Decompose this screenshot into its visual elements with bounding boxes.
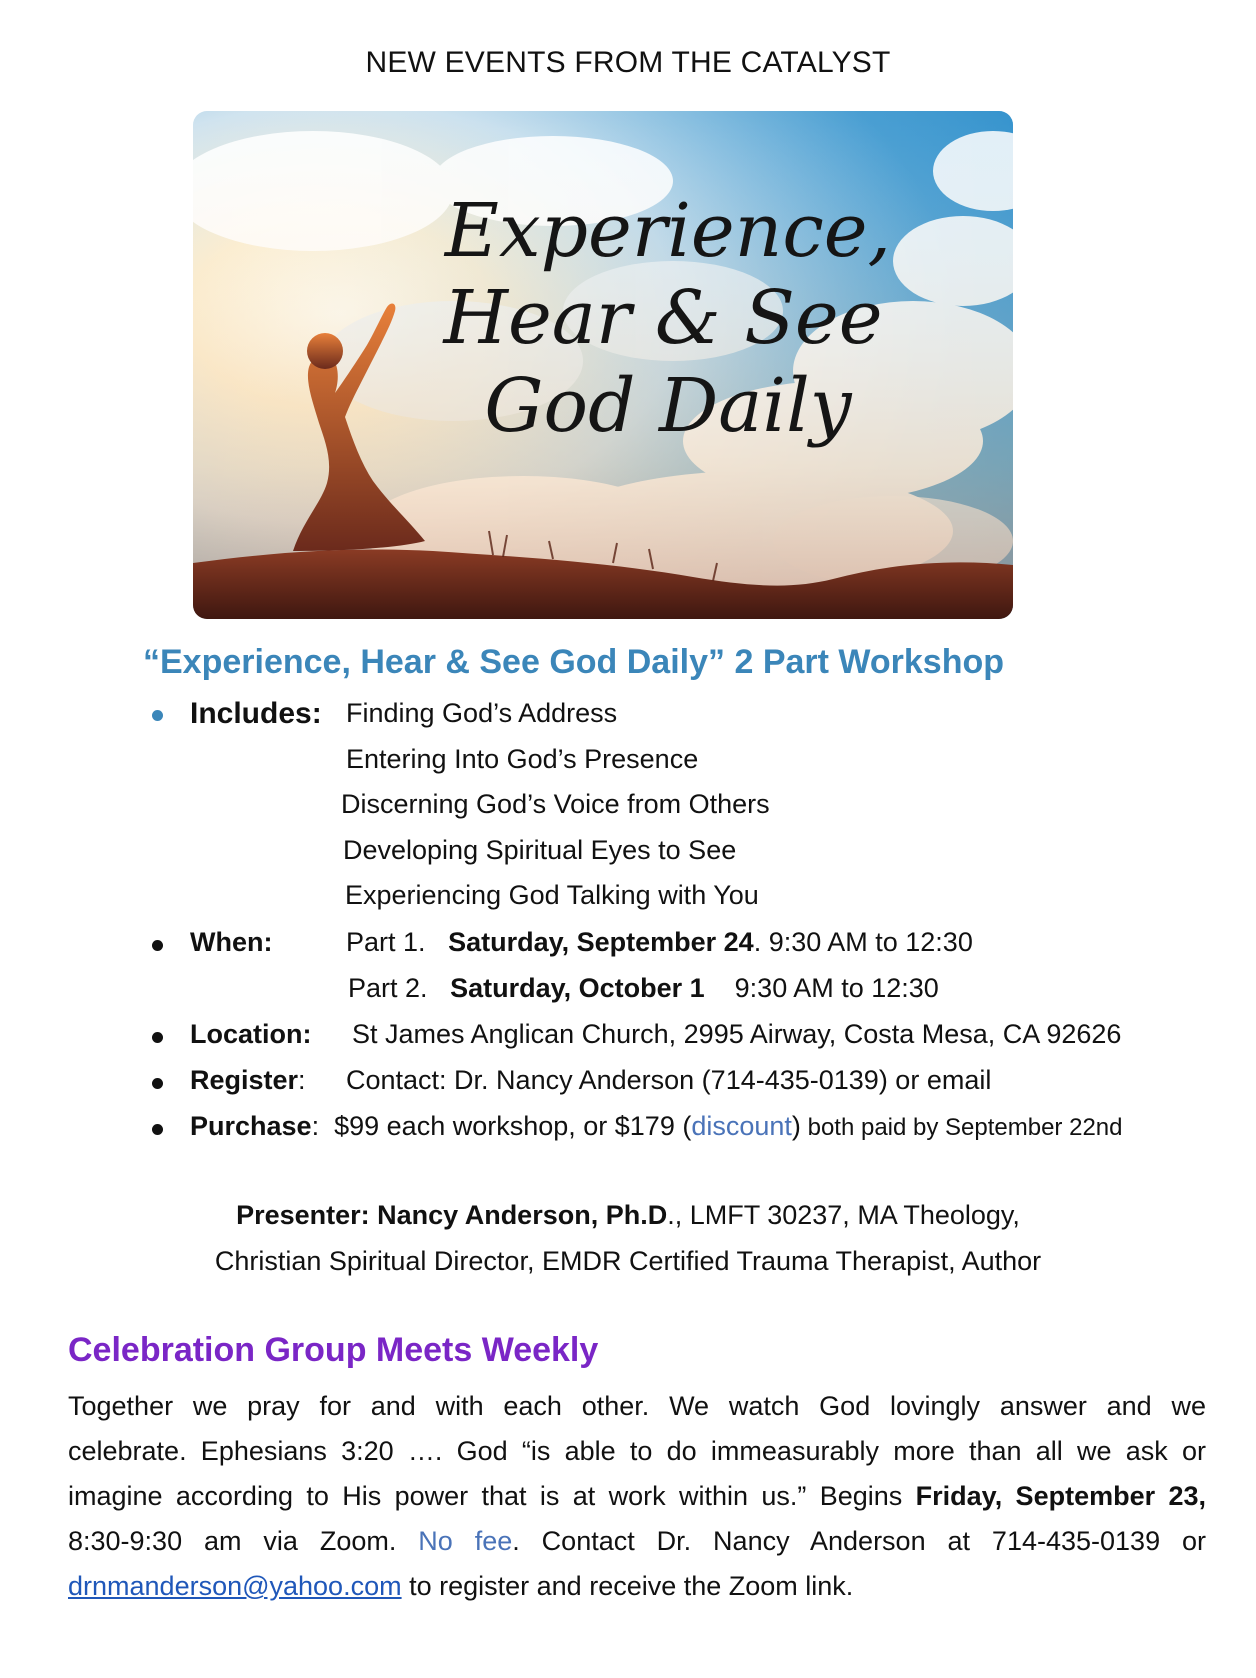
celebration-line-1: Together we pray for and with each other. We watch God lovingly answer and we	[68, 1391, 1206, 1421]
celebration-line-5: drnmanderson@yahoo.com to register and receive the Zoom link.	[68, 1571, 854, 1601]
hero-script-line-1: Experience,	[444, 188, 892, 274]
register-value: Contact: Dr. Nancy Anderson (714-435-0139) or email	[346, 1065, 992, 1095]
no-fee-text: No fee	[418, 1526, 513, 1556]
celebration-line-4: 8:30-9:30 am via Zoom. No fee. Contact Dr. Nancy Anderson at 714-435-0139 or	[68, 1526, 1206, 1556]
bullet-dot	[152, 1078, 163, 1089]
page-title: NEW EVENTS FROM THE CATALYST	[365, 46, 891, 79]
bullet-dot	[152, 1032, 163, 1043]
discount-text: discount	[691, 1111, 792, 1141]
hero-script-line-2: Hear & See	[443, 275, 883, 361]
email-link[interactable]: drnmanderson@yahoo.com	[68, 1571, 402, 1601]
includes-item-1: Finding God’s Address	[346, 698, 618, 728]
when-part-1: Part 1. Saturday, September 24. 9:30 AM to 12:30	[346, 927, 973, 957]
includes-item-5: Experiencing God Talking with You	[345, 880, 759, 910]
celebration-line-2: celebrate. Ephesians 3:20 …. God “is able to do immeasurably more than all we ask or	[68, 1436, 1206, 1466]
includes-item-4: Developing Spiritual Eyes to See	[343, 835, 737, 865]
hero-script-line-3: God Daily	[484, 363, 852, 449]
presenter-line-2: Christian Spiritual Director, EMDR Certified Trauma Therapist, Author	[214, 1246, 1042, 1276]
location-label: Location:	[190, 1019, 312, 1049]
hero-illustration	[193, 111, 1013, 619]
when-part-2: Part 2. Saturday, October 1 9:30 AM to 12:30	[348, 973, 939, 1003]
workshop-title: “Experience, Hear & See God Daily” 2 Part Workshop	[143, 643, 1005, 681]
register-label: Register:	[190, 1065, 306, 1095]
when-label: When:	[190, 927, 273, 957]
celebration-title: Celebration Group Meets Weekly	[68, 1331, 599, 1369]
bullet-dot	[152, 1124, 163, 1135]
purchase-line: Purchase: $99 each workshop, or $179 (discount) both paid by September 22nd	[190, 1111, 1123, 1141]
location-value: St James Anglican Church, 2995 Airway, Costa Mesa, CA 92626	[352, 1019, 1122, 1049]
celebration-line-3: imagine according to His power that is at work within us.” Begins Friday, September 23,	[68, 1481, 1206, 1511]
bullet-dot	[152, 710, 163, 721]
includes-item-3: Discerning God’s Voice from Others	[341, 789, 770, 819]
presenter-line-1: Presenter: Nancy Anderson, Ph.D., LMFT 30237, MA Theology,	[236, 1200, 1020, 1230]
includes-label: Includes:	[190, 697, 322, 730]
includes-item-2: Entering Into God’s Presence	[346, 744, 699, 774]
hero-image	[193, 111, 1013, 619]
bullet-dot	[152, 940, 163, 951]
